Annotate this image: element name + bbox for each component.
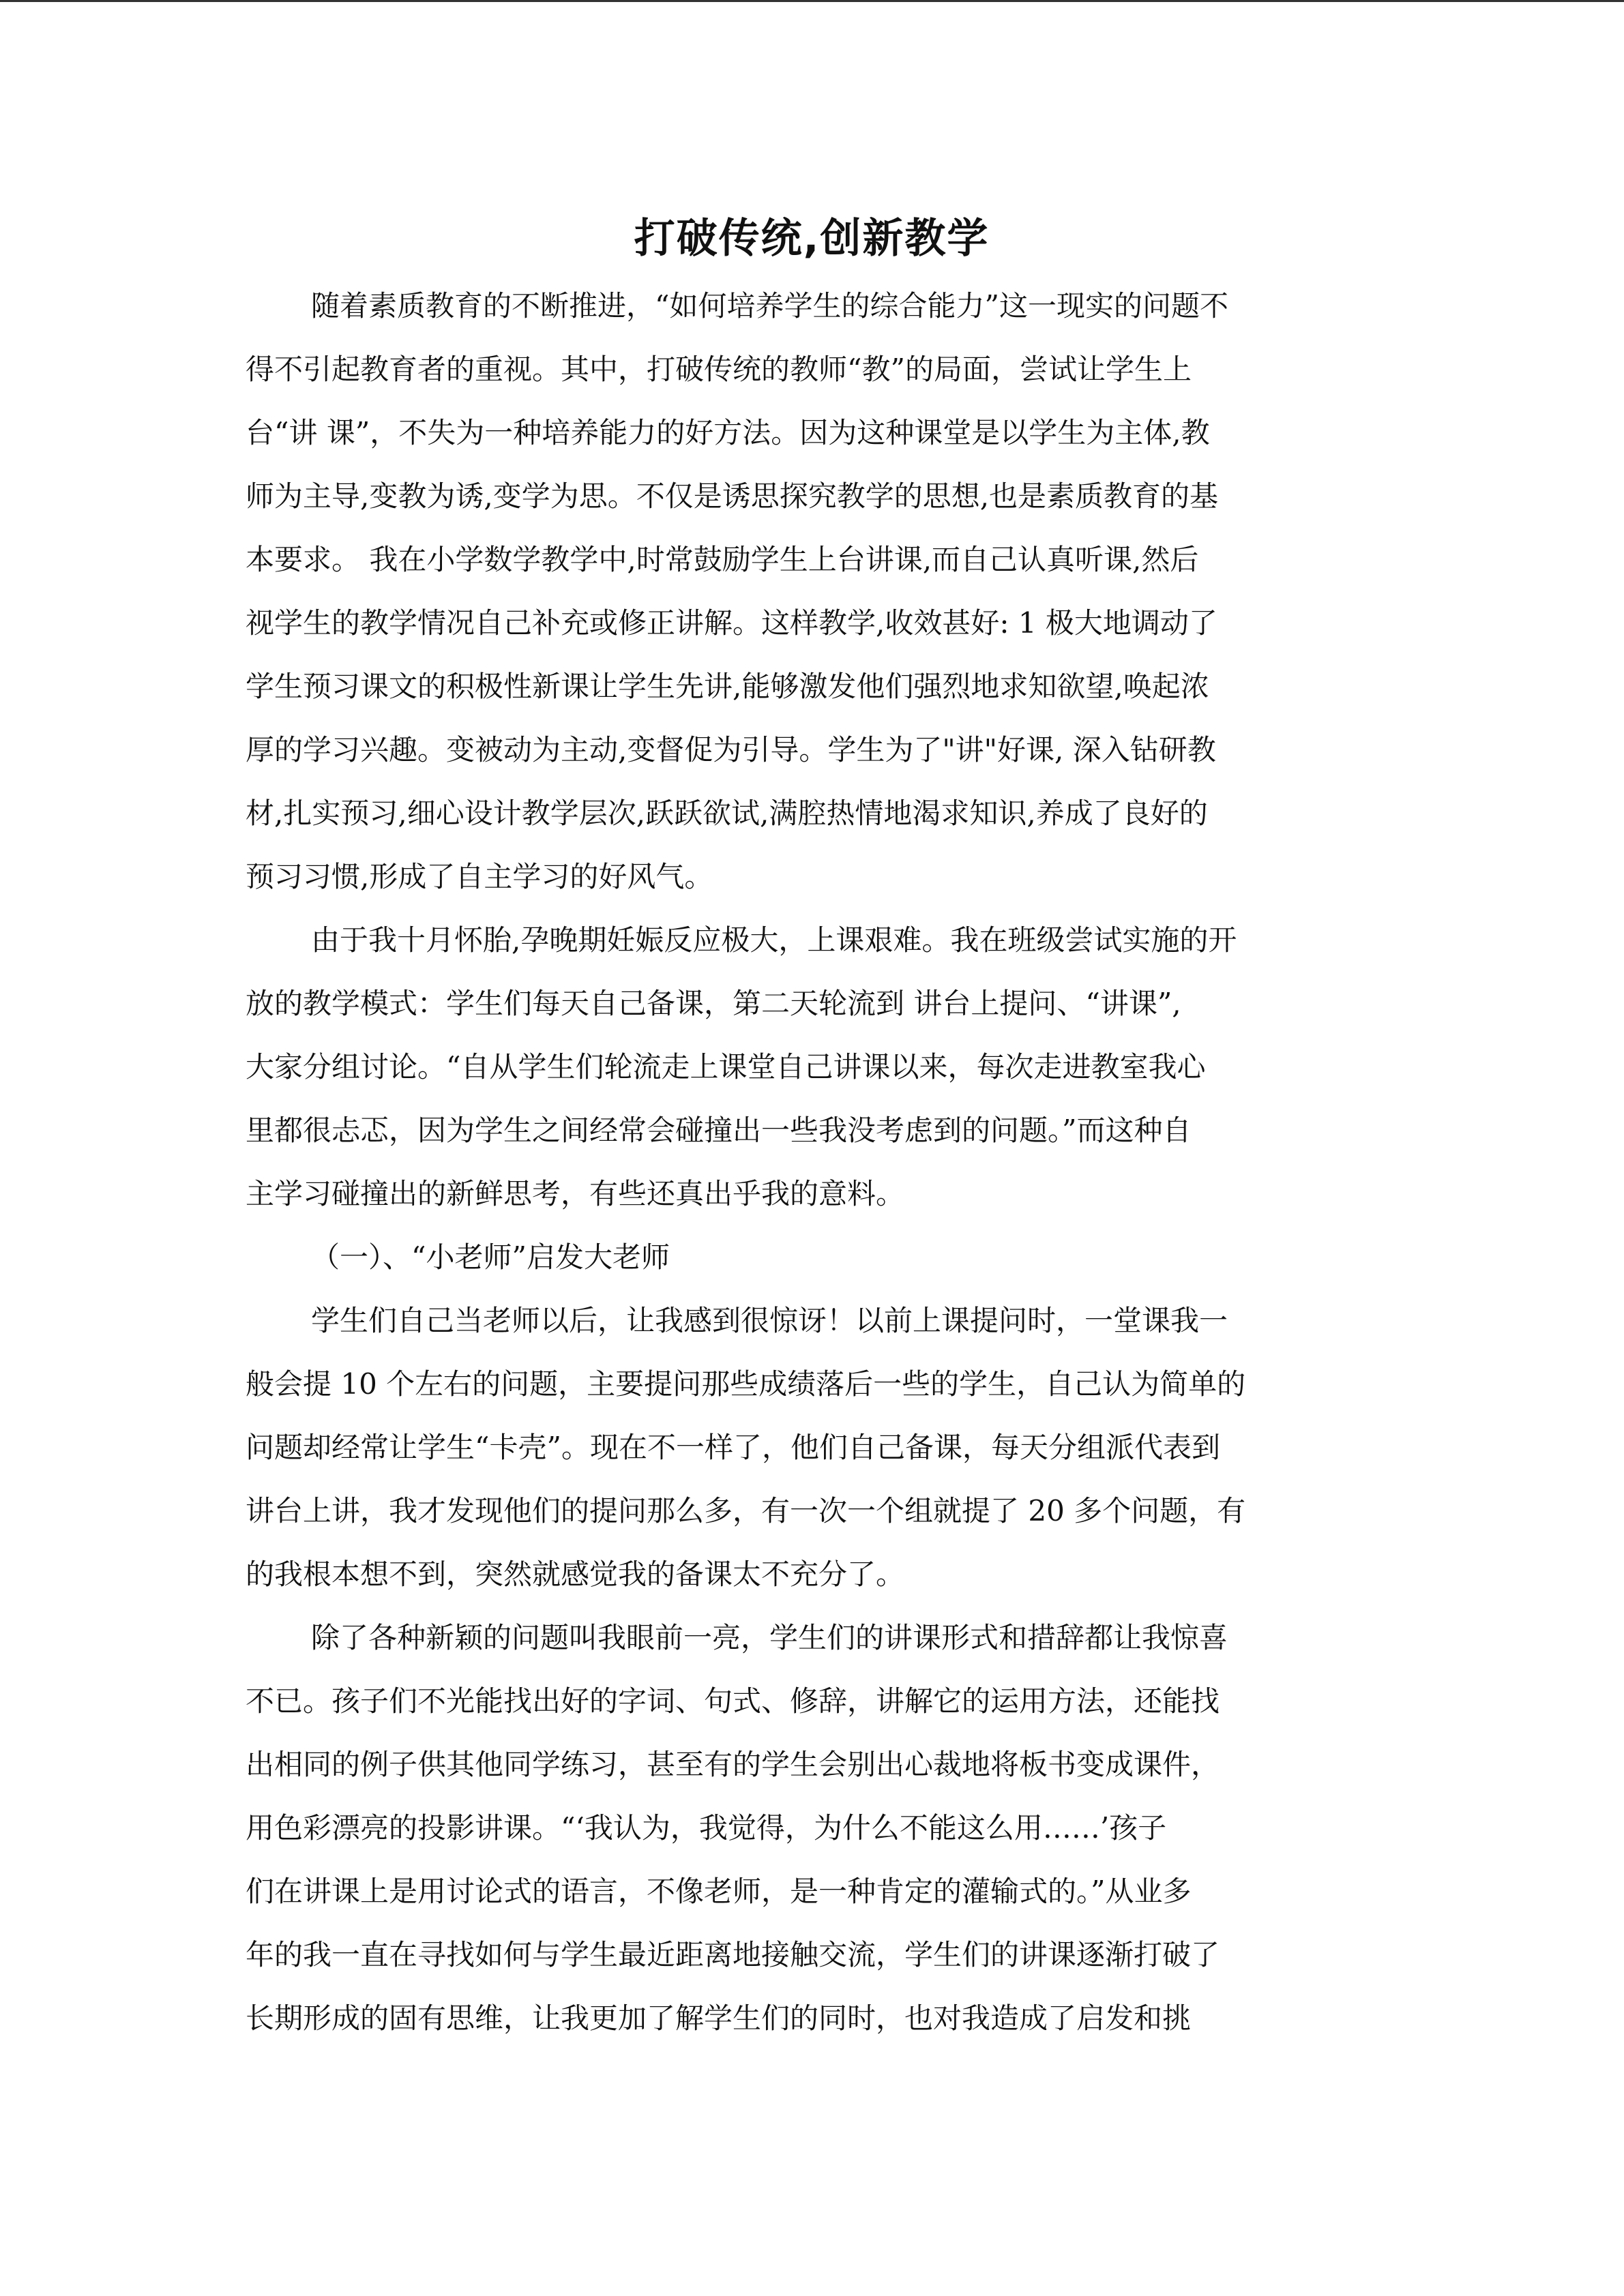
body-line: 问题却经常让学生“卡壳”。现在不一样了，他们自己备课，每天分组派代表到 (246, 1431, 1220, 1464)
body-line: 长期形成的固有思维，让我更加了解学生们的同时，也对我造成了启发和挑 (246, 2001, 1192, 2035)
body-line: 般会提 10 个左右的问题，主要提问那些成绩落后一些的学生，自己认为简单的 (246, 1367, 1246, 1401)
body-line: 的我根本想不到，突然就感觉我的备课太不充分了。 (246, 1557, 905, 1591)
body-line: 台“讲 课”，不失为一种培养能力的好方法。因为这种课堂是以学生为主体,教 (246, 416, 1210, 449)
body-line: 用色彩漂亮的投影讲课。“‘我认为，我觉得，为什么不能这么用……’孩子 (246, 1811, 1167, 1845)
body-line: 不已。孩子们不光能找出好的字词、句式、修辞，讲解它的运用方法，还能找 (246, 1684, 1220, 1718)
body-line: 本要求。 我在小学数学教学中,时常鼓励学生上台讲课,而自己认真听课,然后 (246, 543, 1199, 576)
body-line: 厚的学习兴趣。变被动为主动,变督促为引导。学生为了"讲"好课, 深入钻研教 (246, 733, 1216, 766)
body-line: 出相同的例子供其他同学练习，甚至有的学生会别出心裁地将板书变成课件， (246, 1748, 1220, 1781)
body-line: 讲台上讲，我才发现他们的提问那么多，有一次一个组就提了 20 多个问题，有 (246, 1494, 1246, 1527)
body-line: 材,扎实预习,细心设计教学层次,跃跃欲试,满腔热情地渴求知识,养成了良好的 (246, 796, 1208, 830)
body-line: 学生预习课文的积极性新课让学生先讲,能够激发他们强烈地求知欲望,唤起浓 (246, 670, 1209, 703)
body-line: 学生们自己当老师以后，让我感到很惊讶！以前上课提问时，一堂课我一 (311, 1304, 1228, 1337)
body-line: 预习习惯,形成了自主学习的好风气。 (246, 860, 713, 893)
body-line: 除了各种新颖的问题叫我眼前一亮，学生们的讲课形式和措辞都让我惊喜 (311, 1621, 1228, 1654)
body-line: 随着素质教育的不断推进，“如何培养学生的综合能力”这一现实的问题不 (311, 289, 1228, 323)
body-line: 由于我十月怀胎,孕晚期妊娠反应极大，上课艰难。我在班级尝试实施的开 (311, 923, 1237, 957)
body-line: 主学习碰撞出的新鲜思考，有些还真出乎我的意料。 (246, 1177, 905, 1210)
section-heading: （一）、“小老师”启发大老师 (311, 1240, 670, 1274)
body-line: 里都很忐忑，因为学生之间经常会碰撞出一些我没考虑到的问题。”而这种自 (246, 1114, 1192, 1147)
body-line: 大家分组讨论。“自从学生们轮流走上课堂自己讲课以来，每次走进教室我心 (246, 1050, 1206, 1084)
body-line: 放的教学模式：学生们每天自己备课，第二天轮流到 讲台上提问、“讲课”, (246, 987, 1181, 1020)
body-line: 得不引起教育者的重视。其中，打破传统的教师“教”的局面，尝试让学生上 (246, 353, 1192, 386)
document-title: 打破传统,创新教学 (634, 215, 990, 263)
document-page (246, 205, 1378, 2050)
body-line: 视学生的教学情况自己补充或修正讲解。这样教学,收效甚好: 1 极大地调动了 (246, 606, 1217, 640)
body-line: 年的我一直在寻找如何与学生最近距离地接触交流，学生们的讲课逐渐打破了 (246, 1938, 1220, 1971)
body-line: 们在讲课上是用讨论式的语言，不像老师，是一种肯定的灌输式的。”从业多 (246, 1875, 1192, 1908)
page-top-border (0, 0, 1624, 2)
body-line: 师为主导,变教为诱,变学为思。不仅是诱思探究教学的思想,也是素质教育的基 (246, 479, 1219, 513)
